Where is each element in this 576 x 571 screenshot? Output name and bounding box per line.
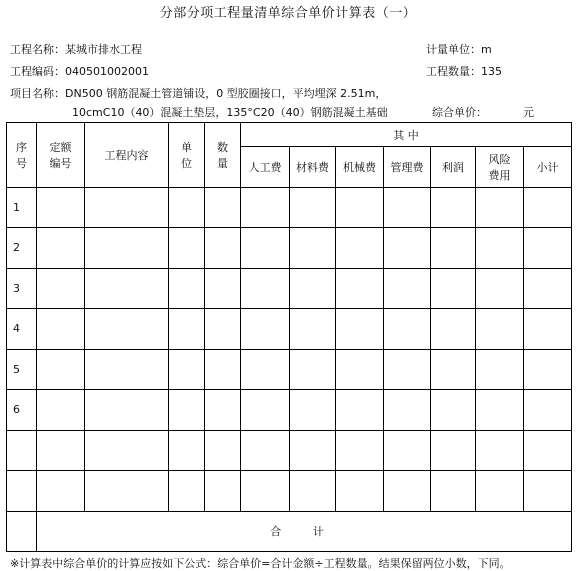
table-row xyxy=(7,268,572,308)
row-cell xyxy=(37,349,85,389)
header-material: 材料费 xyxy=(290,147,336,187)
table-row xyxy=(7,471,572,511)
row-cell xyxy=(241,430,290,470)
header-labor: 人工费 xyxy=(241,147,290,187)
header-management: 管理费 xyxy=(384,147,431,187)
row-cell xyxy=(205,309,241,349)
row-seq-cell: 6 xyxy=(7,390,37,430)
row-cell xyxy=(290,187,336,227)
item-name-label: 项目名称： xyxy=(10,87,65,100)
header-machine: 机械费 xyxy=(336,147,384,187)
header-risk: 风险 费用 xyxy=(476,147,524,187)
row-seq-cell: 3 xyxy=(7,268,37,308)
total-blank-cell xyxy=(7,511,37,551)
item-name-line2: 10cmC10（40）混凝土垫层，135°C20（40）钢筋混凝土基础 xyxy=(72,106,388,119)
row-cell xyxy=(524,471,572,511)
project-code-label: 工程编码： xyxy=(10,65,65,78)
footnote: ※计算表中综合单价的计算应按如下公式：综合单价=合计金额÷工程数量。结果保留两位小数，下同。 xyxy=(10,557,511,570)
quantity-label: 工程数量： xyxy=(426,65,481,78)
row-cell xyxy=(85,390,169,430)
header-profit: 利润 xyxy=(431,147,476,187)
row-cell xyxy=(205,471,241,511)
row-cell xyxy=(524,430,572,470)
unit-value: m xyxy=(481,43,492,56)
row-cell xyxy=(336,309,384,349)
row-cell xyxy=(476,187,524,227)
unit-price-label: 综合单价： xyxy=(432,106,487,119)
row-cell xyxy=(85,309,169,349)
row-cell xyxy=(37,228,85,268)
row-cell xyxy=(336,471,384,511)
row-cell xyxy=(241,268,290,308)
unit-price-row xyxy=(432,104,534,120)
row-cell xyxy=(37,430,85,470)
row-cell xyxy=(85,228,169,268)
row-cell xyxy=(336,430,384,470)
table-row xyxy=(7,228,572,268)
row-cell xyxy=(241,309,290,349)
table-row xyxy=(7,309,572,349)
row-cell xyxy=(169,390,205,430)
row-cell xyxy=(431,187,476,227)
row-cell xyxy=(290,349,336,389)
row-seq-cell xyxy=(7,430,37,470)
row-cell xyxy=(169,187,205,227)
header-quota-code: 定额 编号 xyxy=(37,123,85,188)
row-cell xyxy=(169,430,205,470)
row-cell xyxy=(205,228,241,268)
row-cell xyxy=(336,349,384,389)
row-cell xyxy=(169,471,205,511)
quantity-value: 135 xyxy=(481,65,502,78)
table-row xyxy=(7,349,572,389)
row-cell xyxy=(169,309,205,349)
row-cell xyxy=(169,268,205,308)
header-seq: 序 号 xyxy=(7,123,37,188)
row-cell xyxy=(384,228,431,268)
row-cell xyxy=(290,309,336,349)
row-seq-cell xyxy=(7,471,37,511)
row-cell xyxy=(290,228,336,268)
row-cell xyxy=(241,349,290,389)
row-cell xyxy=(431,390,476,430)
row-seq-cell: 2 xyxy=(7,228,37,268)
unit-label: 计量单位： xyxy=(426,43,481,56)
row-cell xyxy=(384,430,431,470)
row-cell xyxy=(524,268,572,308)
header-subtotal: 小计 xyxy=(524,147,572,187)
row-cell xyxy=(384,471,431,511)
item-name-line2-row xyxy=(72,104,388,120)
row-cell xyxy=(476,390,524,430)
project-code-value: 040501002001 xyxy=(65,65,149,78)
row-cell xyxy=(241,471,290,511)
row-cell xyxy=(476,228,524,268)
row-cell xyxy=(85,187,169,227)
row-cell xyxy=(476,268,524,308)
row-cell xyxy=(85,471,169,511)
row-seq-cell: 1 xyxy=(7,187,37,227)
row-cell xyxy=(37,268,85,308)
row-cell xyxy=(290,430,336,470)
row-cell xyxy=(524,309,572,349)
table-row xyxy=(7,390,572,430)
row-cell xyxy=(384,349,431,389)
row-cell xyxy=(241,390,290,430)
row-cell xyxy=(241,228,290,268)
row-cell xyxy=(37,390,85,430)
row-cell xyxy=(85,430,169,470)
row-cell xyxy=(241,187,290,227)
row-cell xyxy=(336,228,384,268)
row-cell xyxy=(524,390,572,430)
row-cell xyxy=(336,268,384,308)
row-cell xyxy=(85,349,169,389)
row-cell xyxy=(290,471,336,511)
table-body xyxy=(7,187,572,511)
row-cell xyxy=(290,268,336,308)
project-name-row xyxy=(10,41,142,57)
row-cell xyxy=(205,187,241,227)
item-name-row xyxy=(10,85,386,101)
row-cell xyxy=(205,349,241,389)
project-name-value: 某城市排水工程 xyxy=(65,43,142,56)
header-among: 其 中 xyxy=(241,123,572,147)
row-cell xyxy=(384,390,431,430)
item-name-line1: DN500 钢筋混凝土管道铺设，0 型胶圈接口，平均埋深 2.51m， xyxy=(65,87,387,100)
row-cell xyxy=(476,430,524,470)
row-cell xyxy=(431,309,476,349)
row-cell xyxy=(37,471,85,511)
row-cell xyxy=(431,430,476,470)
row-cell xyxy=(37,187,85,227)
row-cell xyxy=(169,349,205,389)
row-cell xyxy=(336,187,384,227)
unit-row xyxy=(426,41,492,57)
calc-table xyxy=(6,122,572,552)
header-work-content: 工程内容 xyxy=(85,123,169,188)
row-cell xyxy=(431,349,476,389)
row-cell xyxy=(476,349,524,389)
project-name-label: 工程名称： xyxy=(10,43,65,56)
row-cell xyxy=(431,228,476,268)
table-row xyxy=(7,430,572,470)
row-cell xyxy=(336,390,384,430)
table-row xyxy=(7,187,572,227)
project-code-row xyxy=(10,63,149,79)
row-cell xyxy=(384,268,431,308)
row-cell xyxy=(524,228,572,268)
row-cell xyxy=(205,430,241,470)
unit-price-unit: 元 xyxy=(523,106,534,119)
row-cell xyxy=(384,309,431,349)
row-seq-cell: 4 xyxy=(7,309,37,349)
row-cell xyxy=(205,268,241,308)
row-seq-cell: 5 xyxy=(7,349,37,389)
row-cell xyxy=(431,471,476,511)
total-row-label: 合 计 xyxy=(37,511,572,551)
page-title: 分部分项工程量清单综合单价计算表（一） xyxy=(159,6,417,21)
row-cell xyxy=(524,349,572,389)
row-cell xyxy=(476,471,524,511)
header-quantity: 数 量 xyxy=(205,123,241,188)
row-cell xyxy=(37,309,85,349)
row-cell xyxy=(169,228,205,268)
row-cell xyxy=(85,268,169,308)
header-unit: 单 位 xyxy=(169,123,205,188)
row-cell xyxy=(476,309,524,349)
row-cell xyxy=(205,390,241,430)
row-cell xyxy=(524,187,572,227)
quantity-row xyxy=(426,63,502,79)
row-cell xyxy=(431,268,476,308)
row-cell xyxy=(384,187,431,227)
row-cell xyxy=(290,390,336,430)
